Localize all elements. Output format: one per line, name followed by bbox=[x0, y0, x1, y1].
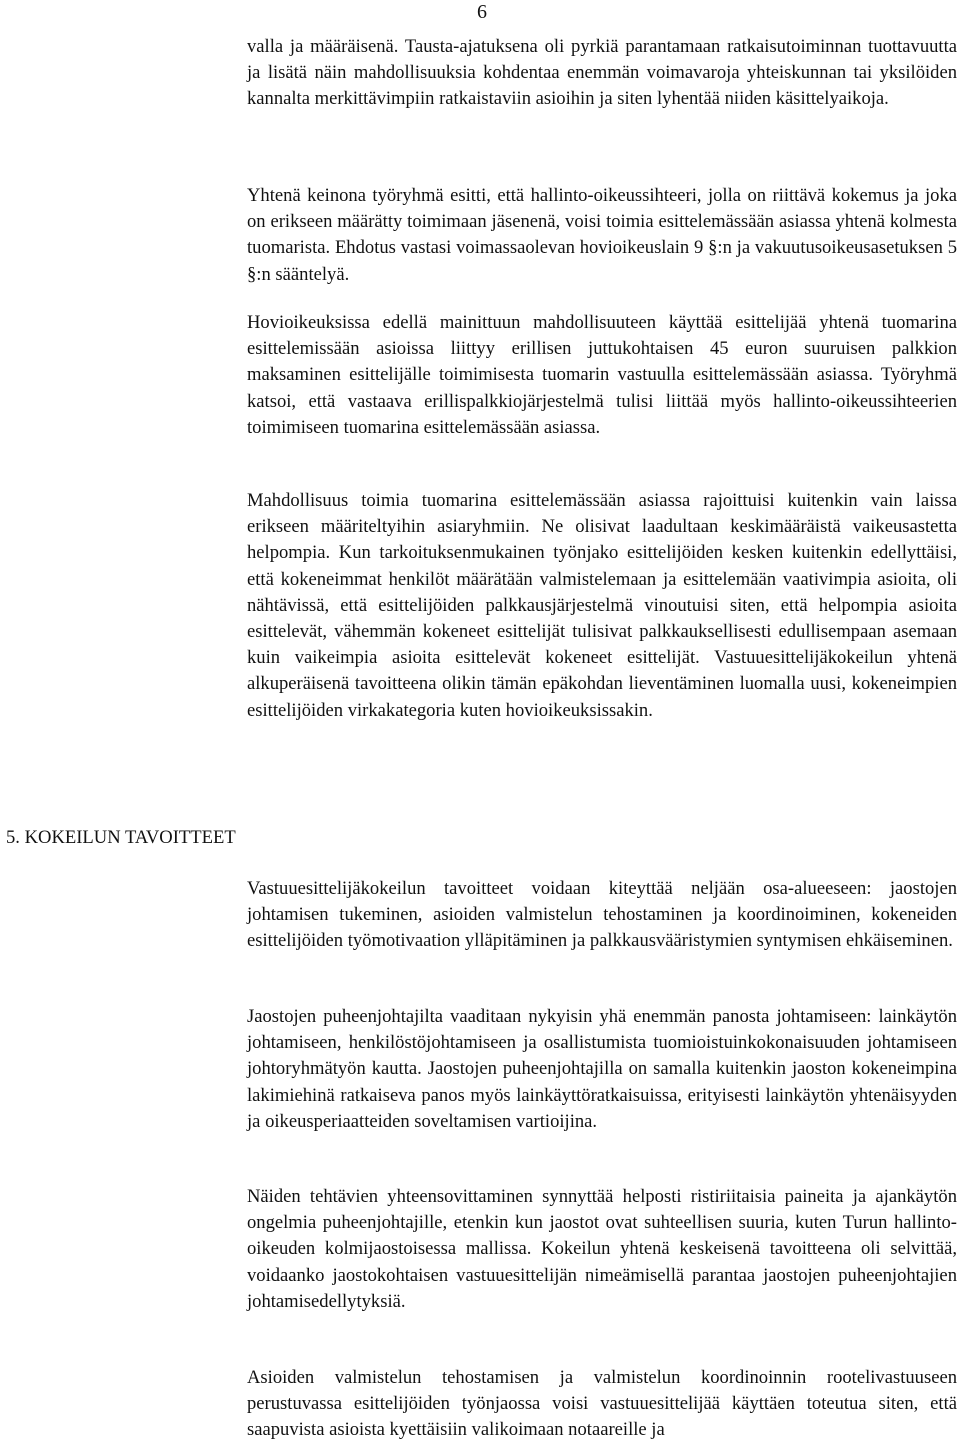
section-heading: 5. KOKEILUN TAVOITTEET bbox=[6, 827, 236, 848]
section-text-4 bbox=[247, 1365, 957, 1444]
paragraph: Näiden tehtävien yhteensovittaminen synnyttää helposti ristiriitaisia paineita ja ajankäytön ongelmia puheenjohtajille, etenkin kun jaostot ovat suhteellisen suuria, kuten Turun hallinto-oikeuden kolmijaostoisessa mallissa. Kokeilun yhtenä keskeisenä tavoitteena oli selvittää, voidaanko jaostokohtaisen vastuuesittelijän nimeämisellä parantaa jaostojen puheenjohtajien johtamisedellytyksiä. bbox=[247, 1186, 957, 1312]
paragraph: valla ja määräisenä. Tausta-ajatuksena oli pyrkiä parantamaan ratkaisutoiminnan tuottavuutta ja lisätä näin mahdollisuuksia kohdentaa enemmän voimavaroja yhteiskunnan tai yksilöiden kannalta merkittävimpiin ratkaistaviin asioihin ja siten lyhentää niiden käsittelyaikoja. bbox=[247, 36, 957, 110]
intro-text-2 bbox=[247, 183, 957, 288]
paragraph: Mahdollisuus toimia tuomarina esittelemässään asiassa rajoittuisi kuitenkin vain laissa erikseen määriteltyihin asiaryhmiin. Ne olisivat laadultaan keskimääräistä vaikeusastetta helpompia. Kun tarkoituksenmukainen työnjako esittelijöiden kesken kuitenkin edellyttäisi, että kokeneimmat henkilöt määrätään valmistelemaan ja esittelemään vaativimpia asioita, oli nähtävissä, että esittelijöiden palkkausjärjestelmä vinoutuisi siten, että helpompia asioita esittelevät, vähemmän kokeneet esittelijät tulisivat palkkauksellisesti edullisempaan asemaan kuin vaikeimpia asioita esittelevät kokeneet esittelijät. Vastuuesittelijäkokeilun yhtenä alkuperäisenä tavoitteena olikin tämän epäkohdan lieventäminen luomalla uusi, kokeneimpien esittelijöiden virkakategoria kuten hovioikeuksissakin. bbox=[247, 490, 957, 721]
section-text-2 bbox=[247, 1004, 957, 1135]
intro-text-4 bbox=[247, 488, 957, 724]
intro-text-3 bbox=[247, 310, 957, 441]
intro-text bbox=[247, 34, 957, 113]
section-text-1 bbox=[247, 876, 957, 955]
page-number: 6 bbox=[477, 1, 487, 23]
section-text-3 bbox=[247, 1184, 957, 1315]
paragraph: Hovioikeuksissa edellä mainittuun mahdollisuuteen käyttää esittelijää yhtenä tuomarina esittelemissään asioissa liittyy erillisen juttukohtaisen 45 euron suuruisen palkkion maksaminen esittelijälle toimimisesta tuomarin vastuulla esittelemässään asiassa. Työryhmä katsoi, että vastaava erillispalkkiojärjestelmä tulisi liittää myös hallinto-oikeussihteerien toimimiseen tuomarina esittelemässään asiassa. bbox=[247, 312, 957, 438]
paragraph: Asioiden valmistelun tehostamisen ja valmistelun koordinoinnin rootelivastuuseen perustuvassa esittelijöiden työnjaossa voisi vastuuesittelijää käyttäen toteutua siten, että saapuvista asioista kyettäisiin valikoimaan notaareille ja bbox=[247, 1367, 957, 1441]
paragraph: Jaostojen puheenjohtajilta vaaditaan nykyisin yhä enemmän panosta johtamiseen: lainkäytön johtamiseen, henkilöstöjohtamiseen ja osallistumista tuomioistuinkokonaisuuden johtamiseen johtoryhmätyön kautta. Jaostojen puheenjohtajilla on samalla kuitenkin jaoston kokeneimpina lakimiehinä ratkaiseva panos myös lainkäyttöratkaisuissa, erityisesti lainkäytön yhtenäisyyden ja oikeusperiaatteiden soveltamisen vartioijina. bbox=[247, 1006, 957, 1132]
paragraph: Yhtenä keinona työryhmä esitti, että hallinto-oikeussihteeri, jolla on riittävä kokemus ja joka on erikseen määrätty toimimaan jäsenenä, voisi toimia esittelemässään asiassa yhtenä kolmesta tuomarista. Ehdotus vastasi voimassaolevan hovioikeuslain 9 §:n ja vakuutusoikeusasetuksen 5 §:n sääntelyä. bbox=[247, 185, 957, 285]
paragraph: Vastuuesittelijäkokeilun tavoitteet voidaan kiteyttää neljään osa-alueeseen: jaostojen johtamisen tukeminen, asioiden valmistelun tehostaminen ja koordinoiminen, kokeneiden esittelijöiden työmotivaation ylläpitäminen ja palkkausvääristymien syntymisen ehkäiseminen. bbox=[247, 878, 957, 952]
